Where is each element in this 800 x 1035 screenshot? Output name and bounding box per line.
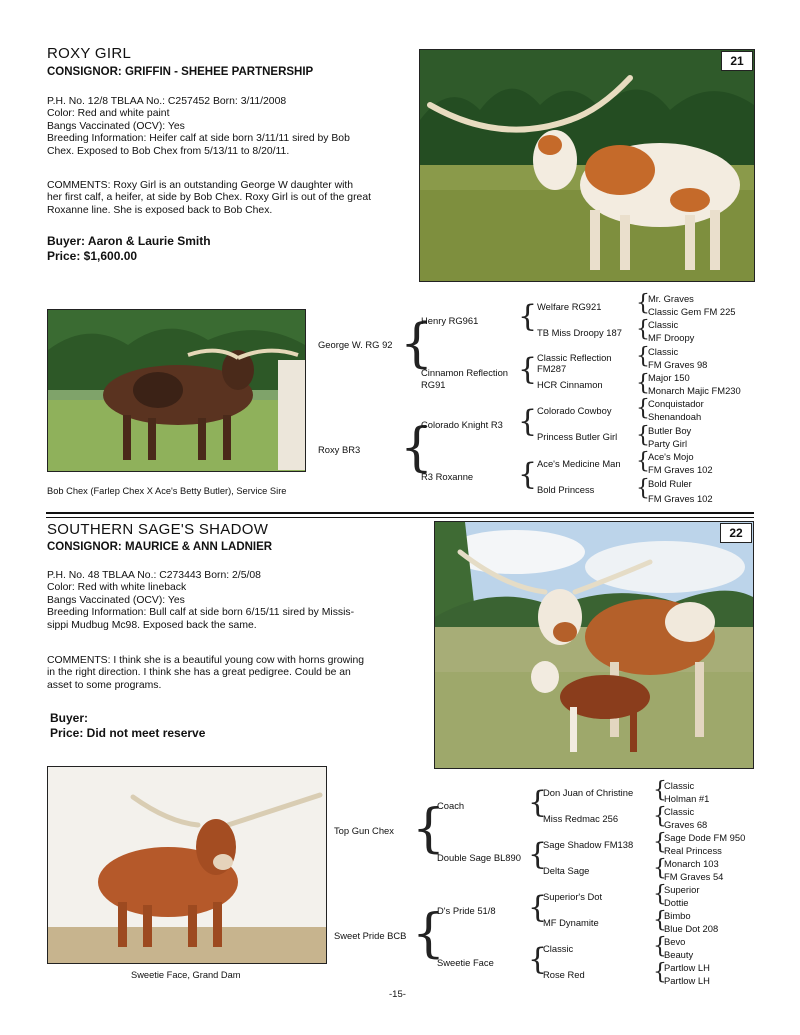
page-number: -15- — [389, 989, 406, 1000]
lot22-brace-g4-2: { — [653, 804, 667, 829]
lot21-ped-g5-7: Major 150 — [648, 372, 690, 383]
lot21-ped-dds: Ace's Medicine Man — [537, 458, 621, 469]
lot21-info-breeding-1: Breeding Information: Heifer calf at side born 3/11/11 sired by Bob — [47, 133, 350, 145]
lot21-brace-dam: { — [400, 418, 434, 478]
lot22-brace-g4-3: { — [653, 830, 667, 855]
lot21-ped-sds-1: Classic Reflection — [537, 352, 612, 363]
lot21-comments-3: Roxanne line. She is exposed back to Bob Chex. — [47, 204, 273, 216]
lot22-ped-dam: Sweet Pride BCB — [334, 930, 407, 941]
lot21-brace-sd: { — [518, 352, 538, 387]
lot21-number-badge: 21 — [721, 51, 753, 71]
lot21-brace-g4-8: { — [636, 476, 650, 501]
lot22-ped-sd: Double Sage BL890 — [437, 852, 521, 863]
lot22-info-ids: P.H. No. 48 TBLAA No.: C273443 Born: 2/5/08 — [47, 570, 261, 581]
lot21-brace-ds: { — [518, 404, 538, 439]
lot21-info-bangs: Bangs Vaccinated (OCV): Yes — [47, 120, 185, 132]
lot22-info-color: Color: Red with white lineback — [47, 582, 187, 594]
lot22-brace-g4-4: { — [653, 856, 667, 881]
lot22-brace-g4-5: { — [653, 882, 667, 907]
lot21-ped-g5-9: Conquistador — [648, 398, 704, 409]
lot21-buyer: Buyer: Aaron & Laurie Smith — [47, 234, 211, 248]
lot21-cow-photo — [419, 49, 755, 282]
lot22-number-badge: 22 — [720, 523, 752, 543]
section-divider-thick — [46, 512, 754, 514]
lot21-sire-photo — [47, 309, 306, 472]
lot21-ped-ddd: Bold Princess — [537, 484, 595, 495]
lot21-ped-g5-1: Mr. Graves — [648, 293, 694, 304]
lot22-info-bangs: Bangs Vaccinated (OCV): Yes — [47, 594, 185, 606]
lot21-ped-sd-1: Cinnamon Reflection — [421, 367, 509, 378]
lot21-ped-sds-2: FM287 — [537, 363, 567, 374]
lot22-ped-sdd: Delta Sage — [543, 865, 590, 876]
lot22-grand-dam-photo — [47, 766, 327, 964]
lot22-ped-g5-7: Monarch 103 — [664, 858, 719, 869]
lot21-brace-g4-5: { — [636, 396, 650, 421]
lot22-ped-g5-2: Holman #1 — [664, 793, 710, 804]
lot22-cow-photo — [434, 521, 754, 769]
lot22-ped-ss: Coach — [437, 800, 465, 811]
lot21-buyer-block — [47, 234, 211, 264]
lot22-brace-g4-8: { — [653, 960, 667, 985]
lot22-info-breeding-1: Breeding Information: Bull calf at side born 6/15/11 sired by Missis- — [47, 607, 355, 619]
lot21-sire-caption: Bob Chex (Farlep Chex X Ace's Betty Butler), Service Sire — [47, 486, 287, 496]
lot22-brace-g4-6: { — [653, 908, 667, 933]
lot21-ped-g5-8: Monarch Majic FM230 — [648, 385, 741, 396]
lot22-ped-g5-11: Bimbo — [664, 910, 691, 921]
lot22-ped-g5-16: Partlow LH — [664, 975, 710, 986]
lot21-ped-sdd: HCR Cinnamon — [537, 379, 603, 390]
lot21-ped-dam: Roxy BR3 — [318, 444, 361, 455]
lot22-comments-2: in the right direction. I think she has a great pedigree. Could be an — [47, 667, 351, 679]
lot22-ped-sire: Top Gun Chex — [334, 825, 394, 836]
lot21-price: Price: $1,600.00 — [47, 249, 138, 263]
lot22-ped-g5-9: Superior — [664, 884, 700, 895]
lot21-ped-g5-11: Butler Boy — [648, 425, 692, 436]
lot22-info — [47, 570, 354, 632]
lot22-ped-ds: D's Pride 51/8 — [437, 905, 496, 916]
lot22-brace-dam: { — [412, 904, 446, 964]
lot22-price: Price: Did not meet reserve — [50, 726, 206, 740]
lot21-ped-sss: Welfare RG921 — [537, 301, 602, 312]
lot22-ped-g5-14: Beauty — [664, 949, 694, 960]
lot22-ped-dds: Classic — [543, 943, 574, 954]
lot22-ped-g5-5: Sage Dode FM 950 — [664, 832, 746, 843]
lot21-ped-dd: R3 Roxanne — [421, 471, 474, 482]
lot22-title: SOUTHERN SAGE'S SHADOW — [47, 521, 269, 538]
lot22-ped-ddd: Rose Red — [543, 969, 585, 980]
lot22-brace-ds: { — [528, 890, 548, 925]
lot21-comments-1: COMMENTS: Roxy Girl is an outstanding George W daughter with — [47, 180, 354, 191]
lot21-brace-g4-1: { — [636, 291, 650, 316]
lot22-brace-ss: { — [528, 785, 548, 820]
section-divider-thin — [46, 517, 754, 518]
lot22-ped-dd: Sweetie Face — [437, 957, 494, 968]
lot21-title: ROXY GIRL — [47, 45, 132, 62]
lot21-ped-g5-4: MF Droopy — [648, 332, 695, 343]
lot21-ped-g5-16: FM Graves 102 — [648, 493, 713, 504]
lot22-ped-g5-8: FM Graves 54 — [664, 871, 724, 882]
lot21-ped-sd-2: RG91 — [421, 379, 446, 390]
lot21-ped-sire: George W. RG 92 — [318, 339, 393, 350]
lot21-info-ids: P.H. No. 12/8 TBLAA No.: C257452 Born: 3/11/2008 — [47, 96, 287, 107]
lot22-comments — [47, 655, 364, 692]
lot21-comments — [47, 180, 371, 217]
lot22-ped-g5-13: Bevo — [664, 936, 686, 947]
lot22-brace-g4-7: { — [653, 934, 667, 959]
lot21-ped-ssd: TB Miss Droopy 187 — [537, 327, 622, 338]
lot21-ped-g5-6: FM Graves 98 — [648, 359, 708, 370]
lot21-brace-g4-4: { — [636, 371, 650, 396]
lot21-ped-g5-12: Party Girl — [648, 438, 688, 449]
lot22-ped-dsd: MF Dynamite — [543, 917, 599, 928]
lot22-photo-art — [435, 522, 753, 768]
lot21-ped-g5-5: Classic — [648, 346, 679, 357]
lot21-ped-dsd: Princess Butler Girl — [537, 431, 618, 442]
lot21-brace-ss: { — [518, 299, 538, 334]
lot21-comments-2: her first calf, a heifer, at side by Bob Chex. Roxy Girl is out of the great — [47, 192, 371, 204]
lot22-ped-g5-12: Blue Dot 208 — [664, 923, 719, 934]
lot21-consignor: CONSIGNOR: GRIFFIN - SHEHEE PARTNERSHIP — [47, 66, 314, 78]
lot22-brace-g4-1: { — [653, 778, 667, 803]
lot21-ped-ss: Henry RG961 — [421, 315, 479, 326]
lot22-buyer-block — [50, 711, 205, 741]
lot21-info-color: Color: Red and white paint — [47, 108, 170, 120]
lot22-ped-dss: Superior's Dot — [543, 891, 603, 902]
lot21-info-breeding-2: Chex. Exposed to Bob Chex from 5/13/11 to 8/20/11. — [47, 145, 290, 157]
lot22-ped-sss: Don Juan of Christine — [543, 787, 634, 798]
lot22-ped-g5-6: Real Princess — [664, 845, 722, 856]
lot22-ped-g5-1: Classic — [664, 780, 695, 791]
lot21-brace-dd: { — [518, 457, 538, 492]
lot22-brace-sire: { — [412, 799, 446, 859]
lot22-ped-sds: Sage Shadow FM138 — [543, 839, 634, 850]
lot22-comments-3: asset to some programs. — [47, 679, 162, 691]
lot21-ped-g5-2: Classic Gem FM 225 — [648, 306, 736, 317]
lot21-brace-g4-6: { — [636, 423, 650, 448]
lot22-brace-dd: { — [528, 942, 548, 977]
lot22-ped-g5-15: Partlow LH — [664, 962, 710, 973]
lot22-info-breeding-2: sippi Mudbug Mc98. Exposed back the same. — [47, 619, 257, 631]
lot21-ped-g5-15: Bold Ruler — [648, 478, 692, 489]
lot22-brace-sd: { — [528, 837, 548, 872]
lot21-brace-g4-3: { — [636, 344, 650, 369]
lot21-ped-ds: Colorado Knight R3 — [421, 419, 503, 430]
lot21-ped-g5-10: Shenandoah — [648, 411, 702, 422]
lot21-ped-g5-13: Ace's Mojo — [648, 451, 694, 462]
lot22-buyer: Buyer: — [50, 711, 89, 725]
lot22-consignor: CONSIGNOR: MAURICE & ANN LADNIER — [47, 541, 273, 553]
lot22-ped-g5-10: Dottie — [664, 897, 689, 908]
lot21-brace-g4-2: { — [636, 317, 650, 342]
lot21-ped-g5-14: FM Graves 102 — [648, 464, 713, 475]
lot22-grand-dam-caption: Sweetie Face, Grand Dam — [131, 970, 241, 980]
lot22-ped-ssd: Miss Redmac 256 — [543, 813, 619, 824]
lot21-info — [47, 96, 350, 158]
lot21-sire-photo-art — [48, 310, 305, 471]
lot21-brace-g4-7: { — [636, 449, 650, 474]
lot21-photo-art — [420, 50, 754, 281]
lot21-ped-dss: Colorado Cowboy — [537, 405, 612, 416]
lot22-ped-g5-4: Graves 68 — [664, 819, 708, 830]
lot22-ped-g5-3: Classic — [664, 806, 695, 817]
lot21-ped-g5-3: Classic — [648, 319, 679, 330]
lot21-brace-sire: { — [400, 314, 434, 374]
lot22-comments-1: COMMENTS: I think she is a beautiful young cow with horns growing — [47, 655, 365, 666]
lot22-grand-dam-photo-art — [48, 767, 326, 963]
